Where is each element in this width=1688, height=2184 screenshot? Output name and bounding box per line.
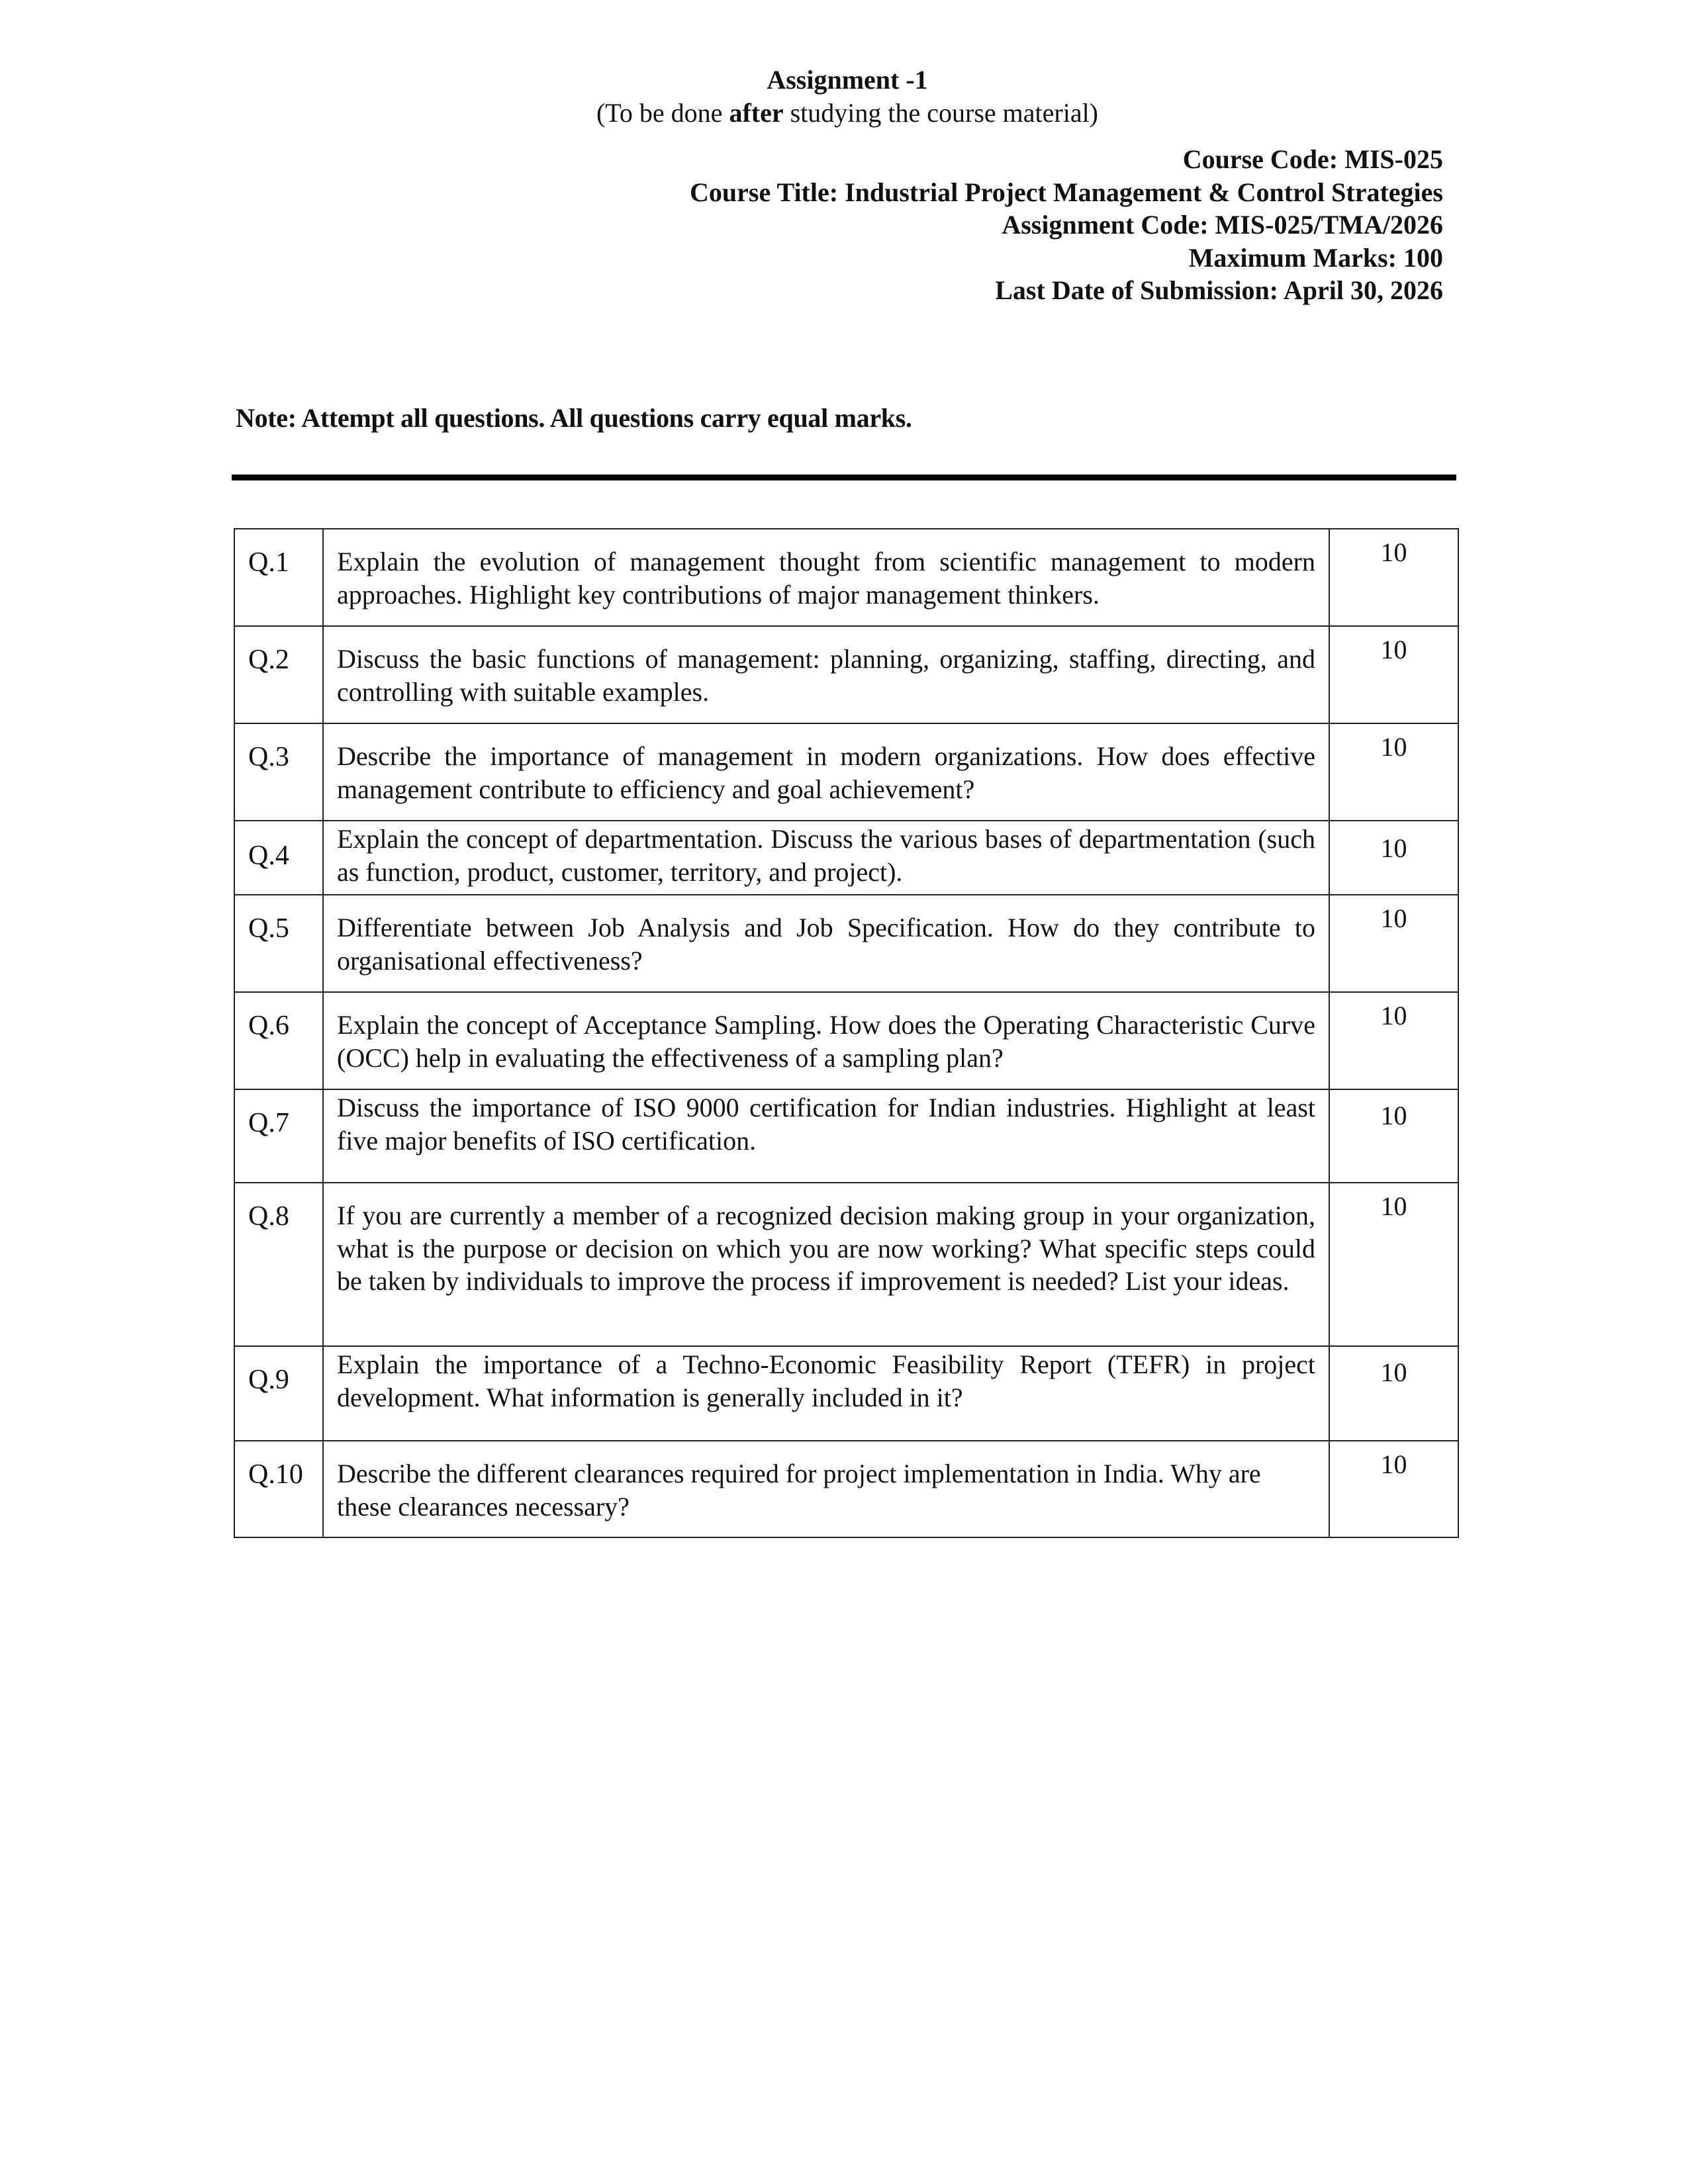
last-date-of-submission: Last Date of Submission: April 30, 2026 [995,275,1443,305]
table-row [234,992,1458,1089]
question-number [234,529,323,626]
question-text: Explain the importance of a Techno-Economic Feasibility Report (TEFR) in project development. What information is generally included in it? [323,1346,1329,1441]
question-text: If you are currently a member of a recognized decision making group in your organization, what is the purpose or decision on which you are now working? What specific steps could be taken by individuals to improve the process if improvement is needed? List your ideas. [323,1183,1329,1346]
question-number-text: Q.7 [248,1108,289,1138]
question-text: Describe the different clearances required for project implementation in India. Why are these clearances necessary? [323,1441,1329,1537]
question-number [234,821,323,895]
table-row [234,1183,1458,1346]
question-number [234,895,323,992]
question-number [234,1183,323,1346]
question-number-text: Q.3 [248,742,289,772]
question-number-text: Q.6 [248,1011,289,1041]
question-text: Discuss the basic functions of management: planning, organizing, staffing, directing, and controlling with suitable examples. [323,626,1329,723]
course-title: Course Title: Industrial Project Management & Control Strategies [690,177,1443,207]
question-marks: 10 [1329,626,1458,723]
question-marks: 10 [1329,992,1458,1089]
table-row [234,895,1458,992]
divider-rule [232,475,1456,480]
instructions-note: Note: Attempt all questions. All questions carry equal marks. [236,403,912,433]
question-marks: 10 [1329,529,1458,626]
question-number [234,1089,323,1183]
question-marks: 10 [1329,1441,1458,1537]
question-text: Describe the importance of management in modern organizations. How does effective management contribute to efficiency and goal achievement? [323,723,1329,821]
title-block [0,64,1688,130]
question-text: Explain the concept of Acceptance Sampling. How does the Operating Characteristic Curve (OCC) help in evaluating the effectiveness of a sampling plan? [323,992,1329,1089]
table-row [234,626,1458,723]
question-number-text: Q.10 [248,1459,303,1490]
table-row [234,723,1458,821]
question-marks: 10 [1329,895,1458,992]
question-number-text: Q.4 [248,841,289,871]
question-marks: 10 [1329,1346,1458,1441]
table-row [234,529,1458,626]
question-text: Explain the evolution of management thought from scientific management to modern approaches. Highlight key contributions of major management thinkers. [323,529,1329,626]
question-number-text: Q.8 [248,1201,289,1232]
table-row [234,1346,1458,1441]
question-number-text: Q.9 [248,1365,289,1395]
subtitle-emphasis: after [729,98,784,128]
maximum-marks: Maximum Marks: 100 [1188,242,1443,273]
assignment-title: Assignment -1 [767,65,928,95]
question-number [234,626,323,723]
subtitle-prefix: (To be done [596,98,729,128]
table-row [234,1441,1458,1537]
question-text: Discuss the importance of ISO 9000 certification for Indian industries. Highlight at least five major benefits of ISO certification. [323,1089,1329,1183]
question-number [234,723,323,821]
question-number-text: Q.1 [248,547,289,578]
table-row [234,1089,1458,1183]
assignment-code: Assignment Code: MIS-025/TMA/2026 [1002,210,1443,240]
question-number [234,992,323,1089]
question-number-text: Q.5 [248,913,289,944]
question-number [234,1346,323,1441]
questions-table [234,528,1459,1538]
question-text: Differentiate between Job Analysis and Job Specification. How do they contribute to organisational effectiveness? [323,895,1329,992]
question-marks: 10 [1329,723,1458,821]
question-marks: 10 [1329,821,1458,895]
subtitle-suffix: studying the course material) [783,98,1099,128]
table-row [234,821,1458,895]
question-marks: 10 [1329,1089,1458,1183]
question-number [234,1441,323,1537]
question-number-text: Q.2 [248,645,289,675]
question-marks: 10 [1329,1183,1458,1346]
assignment-subtitle [7,97,1688,130]
course-meta [690,143,1443,307]
course-code: Course Code: MIS-025 [1182,144,1443,174]
question-text: Explain the concept of departmentation. Discuss the various bases of departmentation (such as function, product, customer, territory, and project). [323,821,1329,895]
